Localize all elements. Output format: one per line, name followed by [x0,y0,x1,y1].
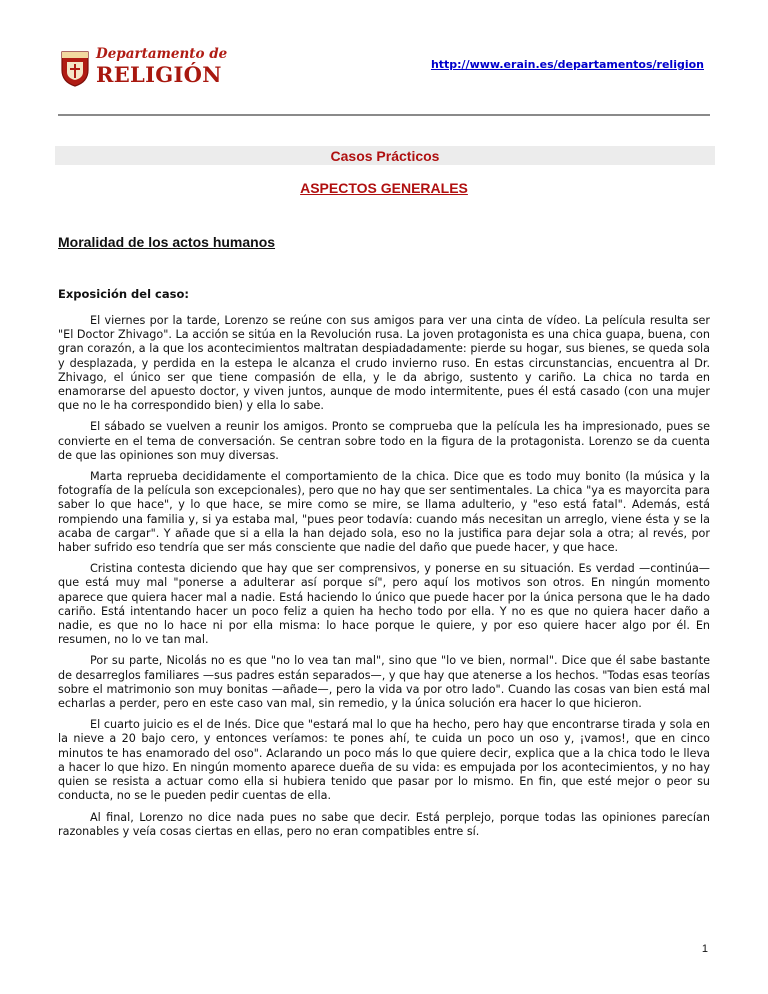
page-number: 1 [701,943,708,955]
logo-line-1: Departamento de [96,46,228,62]
paragraph: Cristina contesta diciendo que hay que ser comprensivos, y ponerse en su situación. Es verdad —continúa— que está muy mal "ponerse a adulterar así porque sí", pero aquí los motivos son otros. En ningún momento aparece que quiera hacer mal a nadie. Está haciendo lo único que puede hacer por la única persona que le ha dado cariño. Está intentando hacer un poco feliz a quien ha hecho todo por ella. Y no es que no quiera hacer daño a nadie, es que no lo hace ni por ella misma: lo hace porque le quiere, y por eso quiere hacer algo por él. En resumen, no lo ve tan mal. [58,562,710,647]
paragraph: El cuarto juicio es el de Inés. Dice que "estará mal lo que ha hecho, pero hay que encontrarse tirada y sola en la nieve a 20 bajo cero, y entonces veríamos: te pones ahí, te cuida un poco un oso y, ¡vamos!, que en cinco minutos te has enamorado del oso". Aclarando un poco más lo que quiere decir, explica que a la chica todo le lleva a hacer lo que hizo. En ningún momento aparece dueña de su vida: es empujada por los acontecimientos, y no hay quien se resista a actuar como ella si hubiera tenido que pasar por lo mismo. En fin, que esté mejor o peor su conducta, no se le pueden pedir cuentas de ella. [58,718,710,803]
seal-icon [58,48,92,88]
section-title: ASPECTOS GENERALES [300,180,468,196]
document-title-bar [55,146,715,165]
department-url-link[interactable]: http://www.erain.es/departamentos/religion [430,58,704,71]
paragraph: Por su parte, Nicolás no es que "no lo vea tan mal", sino que "lo ve bien, normal". Dice que él sabe bastante de desarreglos familiares —sus padres están separados—, y que hay que atenerse a los hechos. "Todas esas teorías sobre el matrimonio son muy bonitas —añade—, pero la vida va por otro lado". Cuando las cosas van bien está mal echarlas a perder, pero en este caso van mal, sin remedio, y la única solución era hacer lo que hicieron. [58,654,710,711]
paragraph: El sábado se vuelven a reunir los amigos. Pronto se comprueba que la película les ha impresionado, pues se convierte en el tema de conversación. Se centran sobre todo en la figura de la protagonista. Lorenzo se da cuenta de que las opiniones son muy diversas. [58,420,710,462]
paragraph: El viernes por la tarde, Lorenzo se reúne con sus amigos para ver una cinta de vídeo. La película resulta ser "El Doctor Zhivago". La acción se sitúa en la Revolución rusa. La joven protagonista es una chica guapa, buena, con gran corazón, a la que los acontecimientos maltratan despiadadamente: pierde su hogar, sus bienes, se queda sola y desplazada, y perdida en la estepa le alcanza el crudo invierno ruso. En estas circunstancias, encuentra al Dr. Zhivago, el único ser que tiene compasión de ella, y le da abrigo, sustento y cariño. La chica no tarda en enamorarse del apuesto doctor, y viven juntos, aunque de modo intermitente, pues él está casado (con una mujer que no le ha correspondido bien) y ella lo sabe. [58,314,710,413]
logo-line-2: RELIGIÓN [96,62,222,87]
section-heading [0,178,768,197]
subheading: Moralidad de los actos humanos [58,234,276,250]
document-title: Casos Prácticos [330,148,440,164]
case-body [58,314,710,846]
department-logo [58,46,228,92]
header-divider [58,114,710,116]
paragraph: Marta reprueba decididamente el comportamiento de la chica. Dice que es todo muy bonito (la música y la fotografía de la película son excepcionales), pero que no hay que ser sentimentales. La chica "ya es mayorcita para saber lo que hace", y lo que hace, se mire como se mire, se llama adulterio, y "eso está fatal". Además, está rompiendo una familia y, si ya estaba mal, "pues peor todavía: cuando más necesitan un arreglo, viene ésta y se la acaba de cargar". Y añade que si a ella la han dejado sola, eso no la justifica para dejar sola a otra; al revés, por haber sufrido eso tendría que ser más consciente que nadie del daño que puede hacer, y que hace. [58,470,710,555]
case-label: Exposición del caso: [58,287,189,301]
paragraph: Al final, Lorenzo no dice nada pues no sabe que decir. Está perplejo, porque todas las opiniones parecían razonables y veía cosas ciertas en ellas, pero no eran compatibles entre sí. [58,810,710,838]
